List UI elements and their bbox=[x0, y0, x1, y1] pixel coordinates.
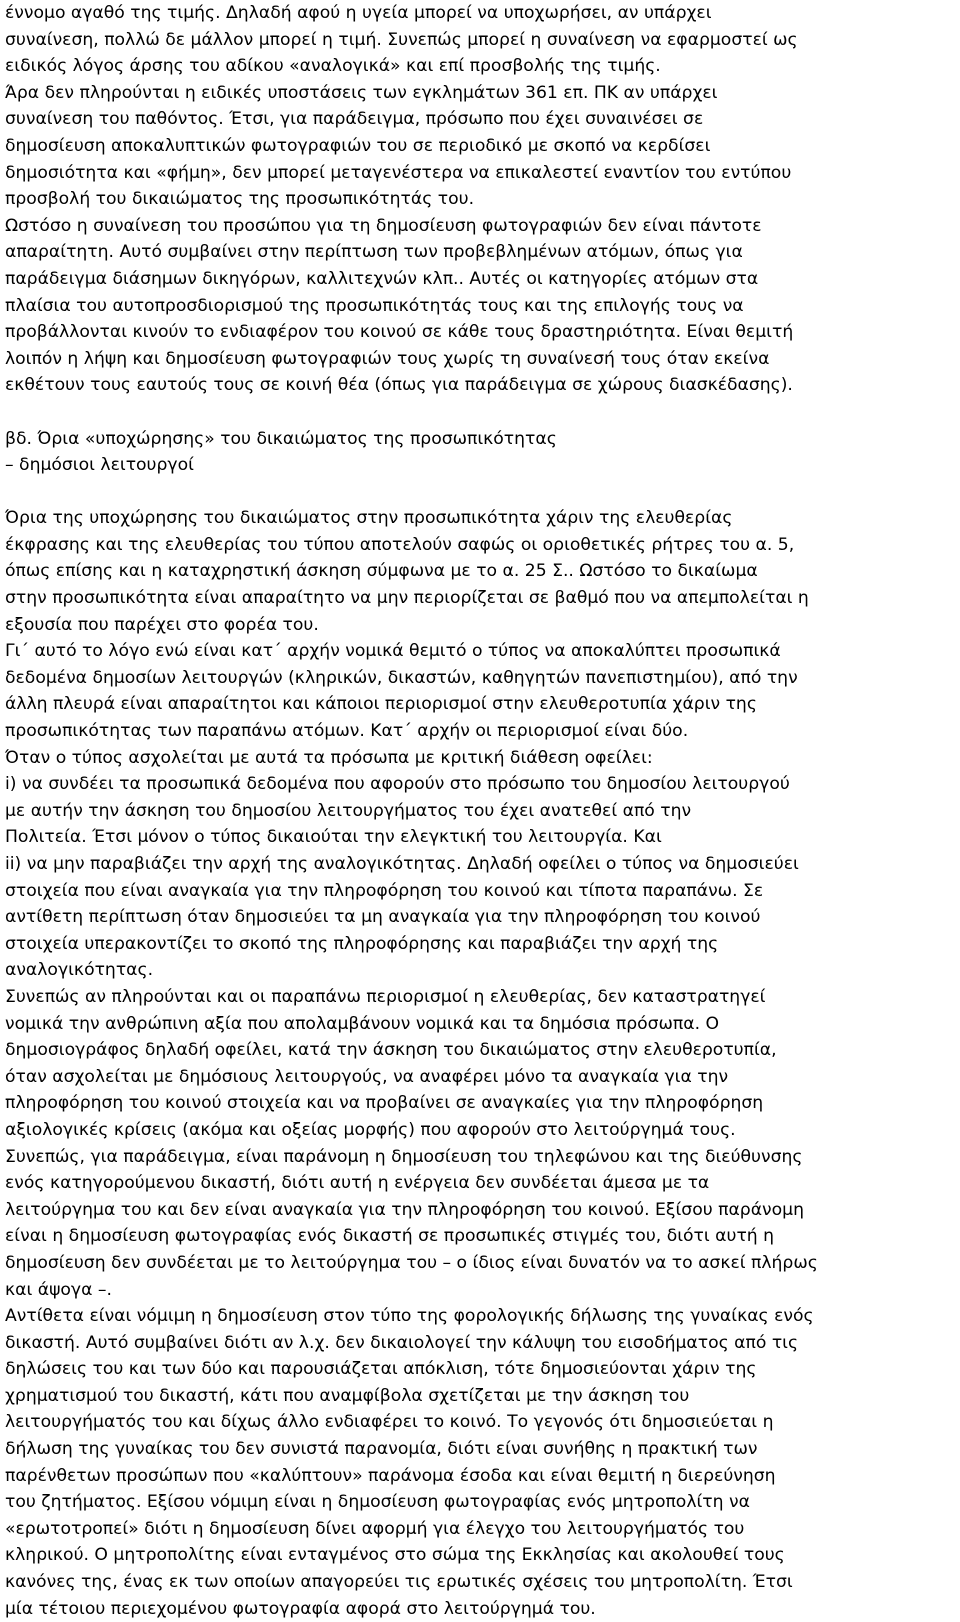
text-line: προβάλλονται κινούν το ενδιαφέρον του κοινού σε κάθε τους δραστηριότητα. Είναι θεμιτή bbox=[5, 322, 794, 343]
text-line: εκθέτουν τους εαυτούς τους σε κοινή θέα (όπως για παράδειγμα σε χώρους διασκέδασης). bbox=[5, 375, 793, 396]
text-line: μία τέτοιου περιεχομένου φωτογραφία αφορά στο λειτούργημά του. bbox=[5, 1598, 596, 1619]
text-line: «ερωτοτροπεί» διότι η δημοσίευση δίνει αφορμή για έλεγχο του λειτουργήματός του bbox=[5, 1518, 745, 1539]
text-line: στην προσωπικότητα είναι απαραίτητο να μην περιορίζεται σε βαθμό που να απεμπολείται η bbox=[5, 588, 809, 609]
text-line: αντίθετη περίπτωση όταν δημοσιεύει τα μη αναγκαία για την πληροφόρηση του κοινού bbox=[5, 907, 761, 928]
text-line: Πολιτεία. Έτσι μόνον ο τύπος δικαιούται την ελεγκτική του λειτουργία. Και bbox=[5, 827, 662, 848]
text-line: i) να συνδέει τα προσωπικά δεδομένα που αφορούν στο πρόσωπο του δημοσίου λειτουργού bbox=[5, 774, 790, 795]
text-line: απαραίτητη. Αυτό συμβαίνει στην περίπτωση των προβεβλημένων ατόμων, όπως για bbox=[5, 242, 743, 263]
text-line: με αυτήν την άσκηση του δημοσίου λειτουργήματος του έχει ανατεθεί από την bbox=[5, 800, 692, 821]
section-heading: – δημόσιοι λειτουργοί bbox=[5, 455, 194, 476]
text-line: παρένθετων προσώπων που «καλύπτουν» παράνομα έσοδα και είναι θεμιτή η διερεύνηση bbox=[5, 1465, 776, 1486]
text-line: δηλώσεις του και των δύο και παρουσιάζεται απόκλιση, τότε δημοσιεύονται χάριν της bbox=[5, 1359, 757, 1380]
text-line: αξιολογικές κρίσεις (ακόμα και οξείας μορφής) που αφορούν στο λειτούργημά τους. bbox=[5, 1119, 736, 1140]
text-line: αναλογικότητας. bbox=[5, 960, 154, 981]
section-heading: βδ. Όρια «υποχώρησης» του δικαιώματος της προσωπικότητας bbox=[5, 428, 557, 449]
text-line: δημοσιογράφος δηλαδή οφείλει, κατά την άσκηση του δικαιώματος στην ελευθεροτυπία, bbox=[5, 1040, 777, 1061]
text-line: Γι΄ αυτό το λόγο ενώ είναι κατ΄ αρχήν νομικά θεμιτό ο τύπος να αποκαλύπτει προσωπικά bbox=[5, 641, 781, 662]
text-line: και άψογα –. bbox=[5, 1279, 112, 1300]
document-page bbox=[5, 0, 955, 1622]
text-line: συναίνεση του παθόντος. Έτσι, για παράδειγμα, πρόσωπο που έχει συναινέσει σε bbox=[5, 109, 704, 130]
text-line: ενός κατηγορούμενου δικαστή, διότι αυτή η ενέργεια δεν συνδέεται άμεσα με τα bbox=[5, 1173, 710, 1194]
text-line: πληροφόρηση του κοινού στοιχεία και να προβαίνει σε αναγκαίες για την πληροφόρηση bbox=[5, 1093, 764, 1114]
text-line: όταν ασχολείται με δημόσιους λειτουργούς, να αναφέρει μόνο τα αναγκαία για την bbox=[5, 1066, 729, 1087]
text-line: λοιπόν η λήψη και δημοσίευση φωτογραφιών τους χωρίς τη συναίνεσή τους όταν εκείνα bbox=[5, 348, 770, 369]
text-line: δημοσιότητα και «φήμη», δεν μπορεί μεταγενέστερα να επικαλεστεί εναντίον του εντύπου bbox=[5, 162, 792, 183]
text-line: Όρια της υποχώρησης του δικαιώματος στην προσωπικότητα χάριν της ελευθερίας bbox=[5, 508, 733, 529]
text-line: συναίνεση, πολλώ δε μάλλον μπορεί η τιμή. Συνεπώς μπορεί η συναίνεση να εφαρμοστεί ως bbox=[5, 29, 798, 50]
text-line: ii) να μην παραβιάζει την αρχή της αναλογικότητας. Δηλαδή οφείλει ο τύπος να δημοσιεύει bbox=[5, 854, 799, 874]
text-line: πλαίσια του αυτοπροσδιορισμού της προσωπικότητάς τους και της επιλογής τους να bbox=[5, 295, 744, 316]
text-line: άλλη πλευρά είναι απαραίτητοι και κάποιοι περιορισμοί στην ελευθεροτυπία χάριν της bbox=[5, 694, 757, 715]
text-line: Αντίθετα είναι νόμιμη η δημοσίευση στον τύπο της φορολογικής δήλωσης της γυναίκας ενός bbox=[5, 1306, 814, 1327]
text-line: δημοσίευση αποκαλυπτικών φωτογραφιών του σε περιοδικό με σκοπό να κερδίσει bbox=[5, 135, 711, 156]
text-line: στοιχεία υπερακοντίζει το σκοπό της πληροφόρησης και παραβιάζει την αρχή της bbox=[5, 933, 719, 954]
text-line: έννομο αγαθό της τιμής. Δηλαδή αφού η υγεία μπορεί να υποχωρήσει, αν υπάρχει bbox=[5, 3, 712, 23]
text-line: δήλωση της γυναίκας του δεν συνιστά παρανομία, διότι είναι συνήθης η πρακτική των bbox=[5, 1439, 758, 1460]
text-line: Ωστόσο η συναίνεση του προσώπου για τη δημοσίευση φωτογραφιών δεν είναι πάντοτε bbox=[5, 215, 762, 236]
text-line: έκφρασης και της ελευθερίας του τύπου αποτελούν σαφώς οι οριοθετικές ρήτρες του α. 5, bbox=[5, 534, 795, 555]
text-line: όπως επίσης και η καταχρηστική άσκηση σύμφωνα με το α. 25 Σ.. Ωστόσο το δικαίωμα bbox=[5, 561, 758, 582]
text-line: λειτούργημα του και δεν είναι αναγκαία για την πληροφόρηση του κοινού. Εξίσου παράνομη bbox=[5, 1199, 804, 1220]
text-line: δικαστή. Αυτό συμβαίνει διότι αν λ.χ. δεν δικαιολογεί την κάλυψη του εισοδήματος από τις bbox=[5, 1332, 799, 1353]
text-line: Άρα δεν πληρούνται η ειδικές υποστάσεις των εγκλημάτων 361 επ. ΠΚ αν υπάρχει bbox=[5, 82, 718, 103]
text-line: λειτουργήματός του και δίχως άλλο ενδιαφέρει το κοινό. Το γεγονός ότι δημοσιεύεται η bbox=[5, 1412, 774, 1433]
text-line: Όταν ο τύπος ασχολείται με αυτά τα πρόσωπα με κριτική διάθεση οφείλει: bbox=[5, 747, 653, 768]
text-line: του ζητήματος. Εξίσου νόμιμη είναι η δημοσίευση φωτογραφίας ενός μητροπολίτη να bbox=[5, 1492, 750, 1513]
text-line: στοιχεία που είναι αναγκαία για την πληροφόρηση του κοινού και τίποτα παραπάνω. Σε bbox=[5, 880, 764, 901]
text-line: είναι η δημοσίευση φωτογραφίας ενός δικαστή σε προσωπικές στιγμές του, διότι αυτή η bbox=[5, 1226, 775, 1247]
text-line: δεδομένα δημοσίων λειτουργών (κληρικών, δικαστών, καθηγητών πανεπιστημίου), από την bbox=[5, 667, 798, 688]
text-line: νομικά την ανθρώπινη αξία που απολαμβάνουν νομικά και τα δημόσια πρόσωπα. Ο bbox=[5, 1013, 720, 1034]
text-line: χρηματισμού του δικαστή, κάτι που αναμφίβολα σχετίζεται με την άσκηση του bbox=[5, 1385, 690, 1406]
text-line: κληρικού. Ο μητροπολίτης είναι ενταγμένος στο σώμα της Εκκλησίας και ακολουθεί τους bbox=[5, 1545, 785, 1566]
text-line: παράδειγμα διάσημων δικηγόρων, καλλιτεχνών κλπ.. Αυτές οι κατηγορίες ατόμων στα bbox=[5, 268, 759, 289]
text-line: κανόνες της, ένας εκ των οποίων απαγορεύει τις ερωτικές σχέσεις του μητροπολίτη. Έτσι bbox=[5, 1572, 793, 1593]
text-line: προσωπικότητας των παραπάνω ατόμων. Κατ΄ αρχήν οι περιορισμοί είναι δύο. bbox=[5, 721, 689, 742]
text-line: Συνεπώς, για παράδειγμα, είναι παράνομη η δημοσίευση του τηλεφώνου και της διεύθυνσης bbox=[5, 1146, 803, 1167]
text-line: ειδικός λόγος άρσης του αδίκου «αναλογικά» και επί προσβολής της τιμής. bbox=[5, 56, 661, 77]
text-line: προσβολή του δικαιώματος της προσωπικότητάς του. bbox=[5, 189, 475, 210]
text-line: δημοσίευση δεν συνδέεται με το λειτούργημα του – ο ίδιος είναι δυνατόν να το ασκεί πλήρως bbox=[5, 1252, 818, 1273]
text-line: εξουσία που παρέχει στο φορέα του. bbox=[5, 614, 319, 635]
paragraph-gap bbox=[5, 479, 955, 506]
paragraph-gap bbox=[5, 399, 955, 426]
text-line: Συνεπώς αν πληρούνται και οι παραπάνω περιορισμοί η ελευθερίας, δεν καταστρατηγεί bbox=[5, 986, 766, 1007]
